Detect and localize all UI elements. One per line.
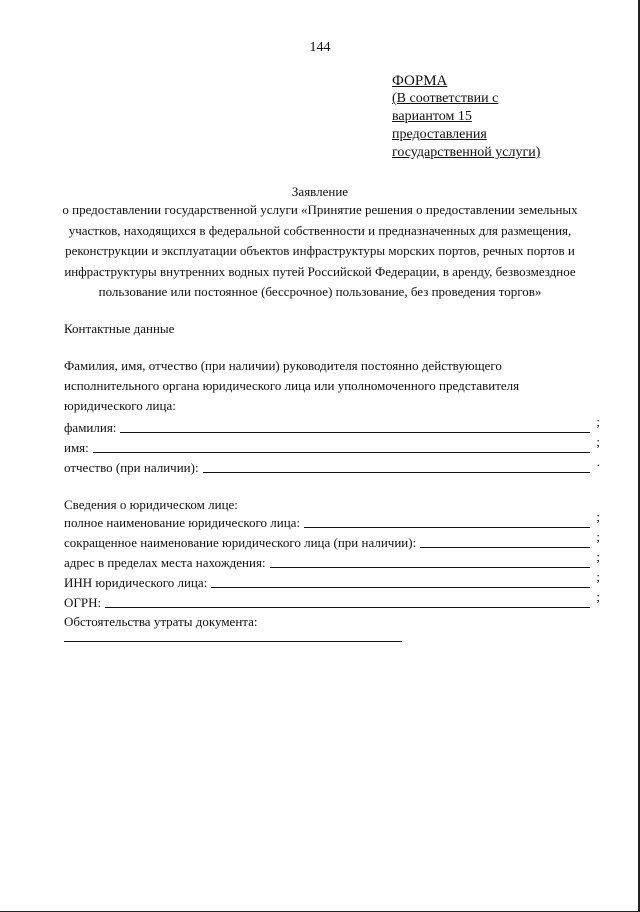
subject-line: реконструкции и эксплуатации объектов инфраструктуры морских портов, речных портов и [65,243,575,258]
address-label: адрес в пределах места нахождения: [64,555,266,570]
organization-section-label: Сведения о юридическом лице: [64,497,238,512]
surname-input-line[interactable] [120,419,590,433]
field-terminator: . [596,454,600,469]
short-name-input-line[interactable] [420,534,590,548]
subject-line: пользование или постоянное (бессрочное) пользование, без проведения торгов» [98,284,542,299]
ogrn-input-line[interactable] [105,594,590,608]
ogrn-field[interactable] [64,589,600,611]
form-reference-block [392,72,540,162]
short-name-label: сокращенное наименование юридического лица (при наличии): [64,535,417,550]
first-name-input-line[interactable] [93,439,590,453]
field-terminator: ; [596,414,600,429]
short-name-field[interactable] [64,529,600,551]
field-terminator: ; [596,509,600,524]
page-number: 144 [309,40,331,55]
form-reference-line: государственной услуги) [392,145,541,160]
form-reference-line: вариантом 15 [392,109,472,124]
patronymic-field[interactable] [64,454,600,476]
full-name-input-line[interactable] [304,514,590,528]
inn-label: ИНН юридического лица: [64,575,208,590]
paragraph-line: Фамилия, имя, отчество (при наличии) руководителя постоянно действующего [64,358,502,373]
loss-circumstances-label: Обстоятельства утраты документа: [64,614,258,629]
full-name-field[interactable] [64,509,600,531]
field-terminator: ; [596,549,600,564]
form-label: ФОРМА [392,73,448,89]
field-terminator: ; [596,529,600,544]
document-subject [58,200,582,303]
full-name-label: полное наименование юридического лица: [64,515,301,530]
address-input-line[interactable] [270,554,590,568]
document-title: Заявление [291,184,349,199]
first-name-field[interactable] [64,434,600,456]
surname-field[interactable] [64,414,600,436]
loss-circumstances-input-line[interactable] [64,641,402,642]
first-name-label: имя: [64,440,89,455]
inn-input-line[interactable] [211,574,590,588]
subject-line: инфраструктуры внутренних водных путей Российской Федерации, в аренду, безвозмездное [64,263,576,279]
address-field[interactable] [64,549,600,571]
contacts-section-label: Контактные данные [64,321,175,336]
ogrn-label: ОГРН: [64,595,102,610]
patronymic-label: отчество (при наличии): [64,460,199,475]
representative-paragraph [64,356,584,416]
field-terminator: ; [596,589,600,604]
field-terminator: ; [596,434,600,449]
surname-label: фамилия: [64,420,117,435]
inn-field[interactable] [64,569,600,591]
subject-line: о предоставлении государственной услуги «Принятие решения о предоставлении земельных [62,202,578,217]
paragraph-line: исполнительного органа юридического лица или уполномоченного представителя [64,378,520,393]
paragraph-line: юридического лица: [64,398,176,413]
subject-line: участков, находящихся в федеральной собственности и предназначенных для размещения, [68,222,572,238]
field-terminator: ; [596,569,600,584]
form-reference-line: (В соответствии с [392,91,499,106]
form-reference-line: предоставления [392,127,487,142]
patronymic-input-line[interactable] [203,459,590,473]
